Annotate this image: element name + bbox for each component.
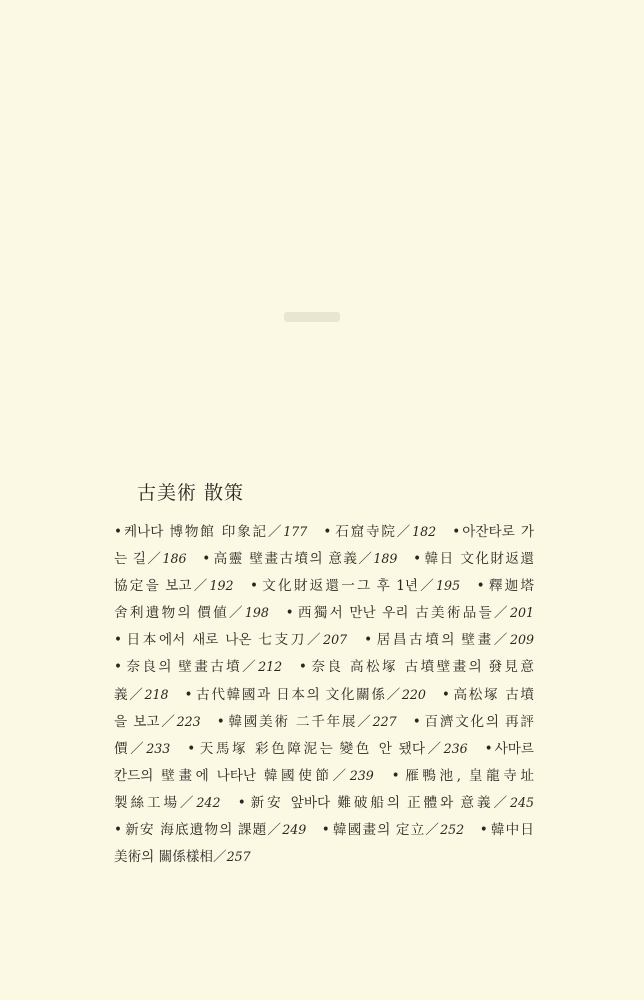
bullet-mark: •	[237, 794, 246, 811]
bullet-mark: •	[184, 686, 193, 703]
print-smudge	[284, 312, 340, 322]
table-of-contents	[114, 518, 534, 870]
toc-line	[114, 843, 534, 870]
page-number: 239	[349, 767, 374, 783]
section-title: 古美術 散策	[137, 482, 245, 504]
toc-entry	[114, 632, 347, 648]
page-number: 249	[282, 822, 307, 838]
bullet-mark: •	[298, 659, 307, 676]
entry-title: 新安 海底遺物의 課題／	[124, 822, 283, 839]
page-number: 236	[443, 740, 468, 756]
page-number: 186	[162, 551, 187, 567]
toc-entry	[114, 524, 307, 540]
entry-title: 西獨서 만난 우리 古美術品들／	[295, 605, 510, 622]
bullet-mark: •	[441, 686, 450, 703]
bullet-mark: •	[202, 551, 211, 568]
bullet-mark: •	[364, 632, 373, 649]
bullet-mark: •	[479, 822, 488, 839]
page-number: 257	[226, 849, 251, 865]
entry-title: 協定을 보고／	[114, 578, 210, 595]
toc-entry	[217, 714, 397, 730]
bullet-mark: •	[187, 740, 196, 757]
toc-entry	[114, 795, 220, 811]
toc-line	[114, 789, 534, 816]
entry-title: 舍利遺物의 價値／	[114, 605, 245, 622]
toc-line	[114, 735, 534, 762]
page-number: 245	[509, 794, 534, 810]
page-number: 252	[440, 822, 465, 838]
page-number: 189	[373, 551, 398, 567]
page-number: 233	[146, 740, 171, 756]
entry-title: 製絲工場／	[114, 794, 197, 811]
entry-title: 韓國美術 二千年展／	[226, 713, 373, 730]
entry-title: 奈良의 壁畫古墳／	[124, 659, 259, 676]
toc-line	[114, 708, 534, 735]
toc-line	[114, 626, 534, 653]
page-number: 201	[509, 605, 534, 621]
entry-title: 義／	[114, 686, 145, 703]
entry-title: 百濟文化의 再評	[422, 713, 535, 730]
toc-line	[114, 681, 534, 708]
bullet-mark: •	[323, 524, 332, 540]
entry-title: 文化財返還一그 후 1년／	[260, 578, 437, 595]
page-number: 195	[436, 578, 461, 594]
toc-entry	[114, 605, 269, 621]
bullet-mark: •	[321, 822, 330, 839]
bullet-mark: •	[114, 632, 123, 649]
toc-entry	[187, 741, 468, 757]
toc-entry	[202, 551, 397, 567]
entry-title: 韓國畫의 定立／	[331, 822, 441, 839]
bullet-mark: •	[285, 605, 294, 622]
toc-line	[114, 653, 534, 680]
toc-entry	[114, 849, 251, 865]
bullet-mark: •	[114, 659, 123, 676]
entry-title: 高松塚 古墳	[451, 686, 535, 703]
toc-entry	[238, 795, 534, 811]
entry-title: 韓中日	[489, 822, 535, 839]
bullet-mark: •	[114, 524, 123, 540]
toc-entry	[114, 551, 186, 567]
page-number: 207	[323, 632, 348, 648]
bullet-mark: •	[484, 740, 493, 757]
toc-entry	[413, 551, 534, 567]
page-number: 218	[144, 686, 169, 702]
toc-entry	[114, 714, 201, 730]
page-number: 220	[401, 686, 426, 702]
toc-entry	[413, 714, 534, 730]
entry-title: 雁鴨池, 皇龍寺址	[401, 767, 534, 784]
page-number: 192	[209, 578, 234, 594]
entry-title: 價／	[114, 740, 147, 757]
bullet-mark: •	[413, 551, 422, 568]
entry-title: 칸드의 壁畫에 나타난 韓國使節／	[114, 767, 350, 784]
bullet-mark: •	[216, 713, 225, 730]
toc-entry	[114, 659, 282, 675]
toc-entry	[323, 524, 436, 540]
entry-title: 奈良 高松塚 古墳壁畫의 發見意	[308, 659, 535, 676]
toc-entry	[114, 578, 234, 594]
entry-title: 釋迦塔	[486, 578, 535, 595]
page-number: 242	[196, 794, 221, 810]
entry-title: 居昌古墳의 壁畫／	[374, 632, 510, 649]
toc-entry	[250, 578, 460, 594]
toc-entry	[184, 687, 425, 703]
page-number: 177	[283, 524, 308, 539]
entry-title: 는 길／	[114, 551, 163, 568]
entry-title: 美術의 關係樣相／	[114, 849, 227, 866]
page-number: 227	[372, 713, 397, 729]
page-number: 212	[258, 659, 283, 675]
entry-title: 新安 앞바다 難破船의 正體와 意義／	[247, 794, 510, 811]
entry-title: 韓日 文化財返還	[423, 551, 535, 568]
toc-entry	[114, 768, 374, 784]
toc-entry	[485, 741, 534, 757]
page-number: 223	[176, 713, 201, 729]
page-number: 182	[412, 524, 437, 539]
toc-entry	[114, 687, 169, 703]
entry-title: 아잔타로 가	[462, 524, 535, 540]
page-number: 198	[244, 605, 269, 621]
toc-entry	[452, 524, 534, 540]
bullet-mark: •	[114, 822, 123, 839]
toc-entry	[114, 822, 306, 838]
entry-title: 高靈 壁畫古墳의 意義／	[212, 551, 374, 568]
bullet-mark: •	[476, 578, 485, 595]
entry-title: 天馬塚 彩色障泥는 變色 안 됐다／	[197, 740, 444, 757]
toc-line	[114, 518, 534, 545]
entry-title: 케나다 博物館 印象記／	[124, 524, 284, 540]
toc-entry	[442, 687, 534, 703]
toc-line	[114, 816, 534, 843]
page-number: 209	[509, 632, 534, 648]
toc-line	[114, 572, 534, 599]
toc-entry	[299, 659, 534, 675]
toc-entry	[477, 578, 534, 594]
toc-line	[114, 545, 534, 572]
entry-title: 日本에서 새로 나온 七支刀／	[124, 632, 324, 649]
toc-entry	[392, 768, 534, 784]
bullet-mark: •	[452, 524, 461, 540]
entry-title: 石窟寺院／	[333, 524, 413, 540]
entry-title: 古代韓國과 日本의 文化關係／	[194, 686, 402, 703]
bullet-mark: •	[250, 578, 259, 595]
bullet-mark: •	[391, 767, 400, 784]
toc-entry	[114, 741, 170, 757]
bullet-mark: •	[412, 713, 421, 730]
toc-entry	[286, 605, 534, 621]
toc-line	[114, 599, 534, 626]
entry-title: 을 보고／	[114, 713, 177, 730]
toc-entry	[322, 822, 464, 838]
entry-title: 사마르	[494, 740, 535, 757]
toc-line	[114, 762, 534, 789]
toc-entry	[480, 822, 534, 838]
toc-entry	[364, 632, 534, 648]
